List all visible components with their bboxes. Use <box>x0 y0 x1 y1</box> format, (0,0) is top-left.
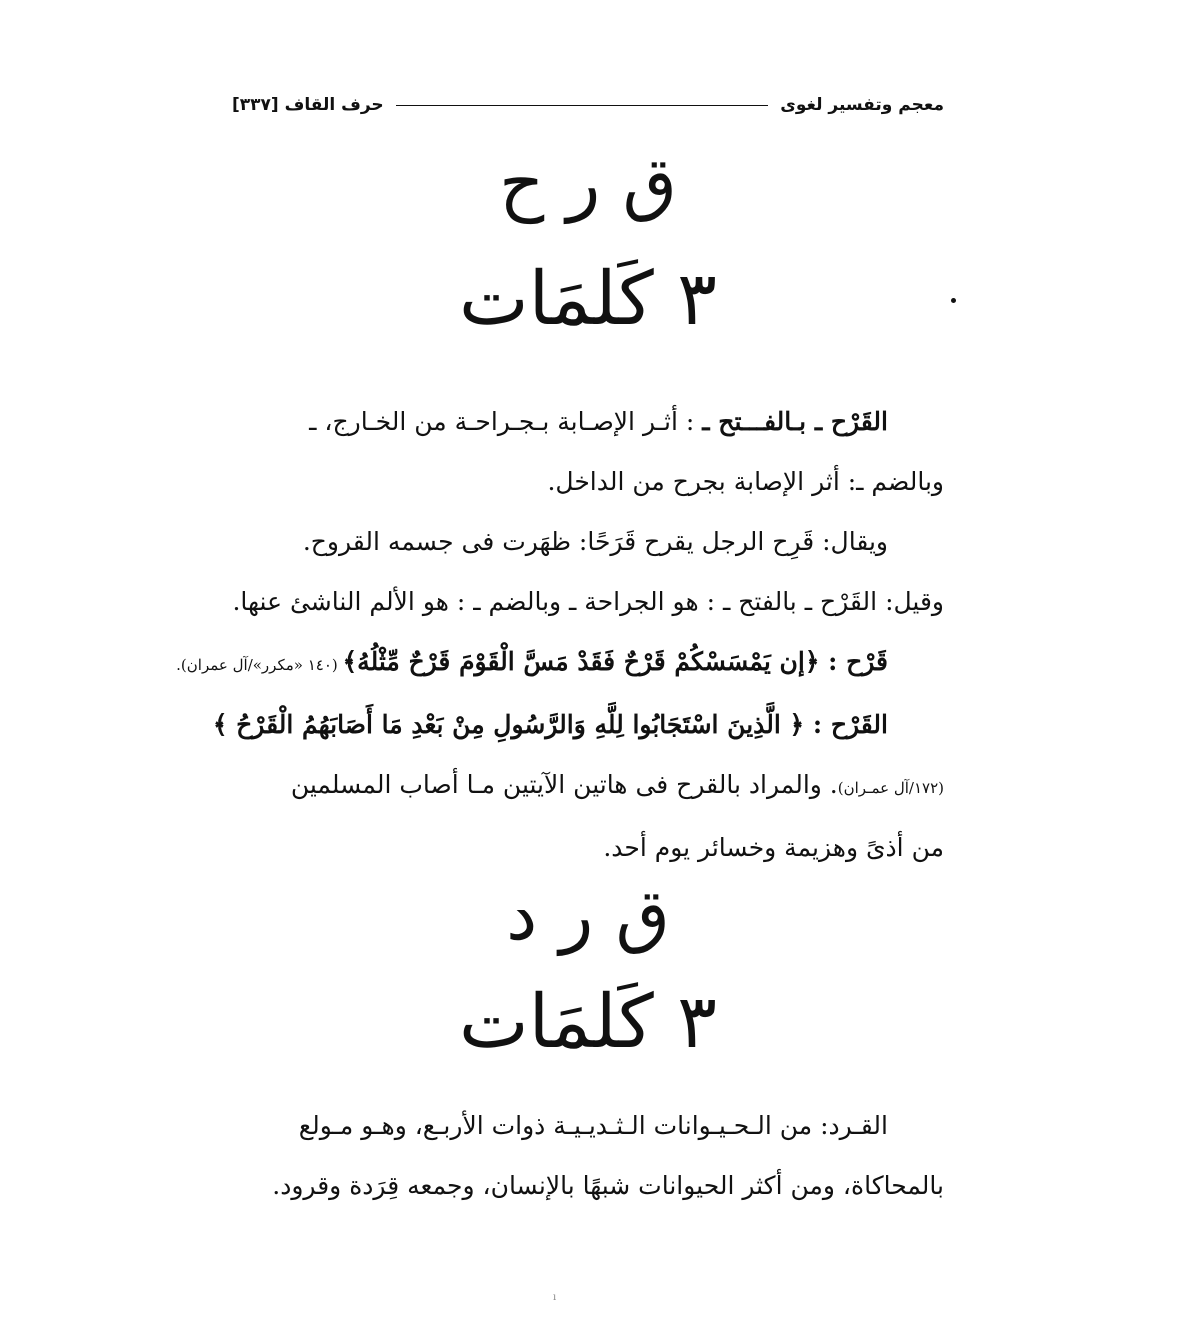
headword: قَرْح : <box>819 647 888 676</box>
running-header <box>232 92 944 118</box>
stray-dot <box>951 298 956 303</box>
definition-line <box>232 755 944 818</box>
header-rule <box>396 105 769 106</box>
page-mark: ı <box>553 1292 557 1303</box>
section-label: حرف القاف [٣٣٧] <box>232 95 384 115</box>
verse-reference: (١٤٠ «مكرر»/آل عمران). <box>176 656 343 674</box>
definition-line: وقيل: القَرْح ـ بالفتح ـ : هو الجراحة ـ وبالضم ـ : هو الألم الناشئ عنها. <box>232 587 944 616</box>
quran-citation-line <box>212 695 944 755</box>
entry-qrd-body <box>232 1096 944 1216</box>
definition-line: بالمحاكاة، ومن أكثر الحيوانات شبهًا بالإنسان، وجمعه قِرَدة وقرود. <box>272 1171 944 1200</box>
quran-citation-line <box>176 632 944 695</box>
definition-line <box>232 392 944 452</box>
definition-line: ويقال: قَرِح الرجل يقرح قَرَحًا: ظهَرت فى جسمه القروح. <box>302 527 888 556</box>
definition-line: من أذىً وهزيمة وخسائر يوم أحد. <box>603 833 944 862</box>
word-count-heading: ٣ كَلمَات <box>459 256 717 342</box>
definition-line: وبالضم ـ: أثر الإصابة بجرح من الداخل. <box>547 467 944 496</box>
root-heading-qrd: ق ر د <box>506 874 670 956</box>
entry-qrh-body <box>176 392 944 878</box>
quran-verse: ﴿إن يَمْسَسْكُمْ قَرْحٌ فَقَدْ مَسَّ الْقَوْمَ قَرْحٌ مِّثْلُهُ﴾ <box>342 647 820 676</box>
headword: القَرْح : <box>804 710 888 739</box>
word-count-heading: ٣ كَلمَات <box>459 979 717 1065</box>
definition-line: القـرد: من الـحـيـوانات الـثـديـيـة ذوات الأربـع، وهـو مـولع <box>298 1111 888 1140</box>
line-text: . والمراد بالقرح فى هاتين الآيتين مـا أصاب المسلمين <box>290 770 838 799</box>
headword: القَرْح ـ بـالفـــتح ـ <box>702 407 888 436</box>
quran-verse: ﴿ الَّذِينَ اسْتَجَابُوا لِلَّهِ وَالرَّسُولِ مِنْ بَعْدِ مَا أَصَابَهُمُ الْقَرْحُ ﴾ <box>212 710 805 739</box>
root-heading-qrh: ق ر ح <box>499 142 677 224</box>
verse-reference: (١٧٢/آل عمـران) <box>837 779 944 797</box>
book-title: معجم وتفسير لغوى <box>780 95 944 115</box>
line-text: : أثـر الإصـابة بـجـراحـة من الخـارج، ـ <box>309 407 703 436</box>
